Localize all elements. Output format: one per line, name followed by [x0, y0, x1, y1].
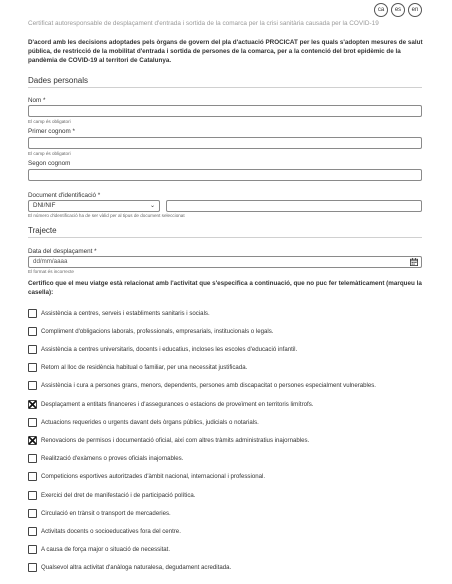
checkmark-x-icon: [28, 400, 37, 409]
activity-checkbox[interactable]: [28, 527, 37, 536]
document-type-select[interactable]: [28, 200, 160, 212]
activity-checkbox[interactable]: [28, 491, 37, 500]
activity-option[interactable]: [28, 417, 259, 427]
document-type-value: DNI/NIF: [33, 202, 56, 209]
checkmark-x-icon: [28, 436, 37, 445]
activity-option[interactable]: [28, 563, 231, 573]
document-label: Document d'identificació *: [28, 192, 101, 199]
activity-checkbox[interactable]: [28, 509, 37, 518]
language-es-button[interactable]: es: [391, 3, 405, 17]
activity-option[interactable]: [28, 435, 309, 445]
activity-checkbox[interactable]: [28, 363, 37, 372]
activity-option[interactable]: [28, 363, 247, 373]
section-title-trajecte: Trajecte: [28, 226, 57, 235]
activity-option-label: Competicions esportives autoritzades d'àmbit nacional, internacional i professional.: [41, 473, 266, 481]
activity-option-label: Assistència i cura a persones grans, menors, dependents, persones amb discapacitat o persones especialment vulnerables.: [41, 382, 377, 390]
intro-text: D'acord amb les decisions adoptades pels òrgans de govern del pla d'actuació PROCICAT per les quals s'adopten mesures de salut pública, de restricció de la mobilitat d'entrada i sortida de persones de la comarca, per a la contenció del brot epidèmic de la pandèmia de COVID-19 al territori de Catalunya.: [28, 39, 423, 64]
activity-option[interactable]: [28, 326, 274, 336]
activity-checkbox[interactable]: [28, 472, 37, 481]
activity-option-label: Retorn al lloc de residència habitual o familiar, per una necessitat justificada.: [41, 364, 248, 372]
activity-option[interactable]: [28, 344, 297, 354]
activity-checkbox[interactable]: [28, 327, 37, 336]
nom-label: Nom *: [28, 97, 46, 104]
activity-checkbox[interactable]: [28, 545, 37, 554]
segon-cognom-input[interactable]: [28, 169, 422, 181]
section-title-personal: Dades personals: [28, 76, 89, 85]
activity-option-label: Actuacions requerides o urgents davant dels òrgans públics, judicials o notarials.: [41, 418, 259, 426]
activity-option[interactable]: [28, 508, 171, 518]
activity-option-label: Qualsevol altra activitat d'anàloga naturalesa, degudament acreditada.: [41, 564, 232, 572]
calendar-icon[interactable]: [410, 258, 418, 266]
activity-checkbox[interactable]: [28, 563, 37, 572]
activity-option[interactable]: [28, 399, 313, 409]
activity-option[interactable]: [28, 454, 183, 464]
activity-option[interactable]: [28, 381, 376, 391]
date-hint: El format és incorrecte: [28, 269, 74, 274]
activity-option-label: Renovacions de permisos i documentació oficial, així com altres tràmits administratius inajornables.: [41, 436, 310, 444]
activity-checkbox[interactable]: [28, 418, 37, 427]
page-title: Certificat autoresponsable de desplaçament d'entrada i sortida de la comarca per la crisi sanitària causada per la COVID-19: [28, 20, 379, 27]
activity-checkbox[interactable]: [28, 309, 37, 318]
primer-cognom-hint: El camp és obligatori: [28, 151, 71, 156]
nom-hint: El camp és obligatori: [28, 119, 71, 124]
activity-option-label: Circulació en trànsit o transport de mercaderies.: [41, 509, 171, 517]
language-en-button[interactable]: en: [408, 3, 422, 17]
activity-option[interactable]: [28, 308, 210, 318]
activity-option-label: Desplaçament a entitats financeres i d'assegurances o estacions de proveïment en territoris limítrofs.: [41, 400, 314, 408]
section-divider: [28, 87, 422, 88]
nom-input[interactable]: [28, 105, 422, 117]
activity-option-label: Activitats docents o socioeducatives fora del centre.: [41, 527, 181, 535]
section-divider: [28, 237, 422, 238]
language-ca-button[interactable]: ca: [374, 3, 388, 17]
activity-option[interactable]: [28, 490, 195, 500]
activity-option-label: Realització d'exàmens o proves oficials inajornables.: [41, 455, 184, 463]
chevron-down-icon: ⌄: [149, 203, 155, 209]
activity-option-label: Assistència a centres, serveis i establiments sanitaris i socials.: [41, 309, 210, 317]
document-hint: El número d'identificació ha de ser vàlid per al tipus de document seleccionat: [28, 213, 185, 218]
primer-cognom-input[interactable]: [28, 137, 422, 149]
date-label: Data del desplaçament *: [28, 248, 97, 255]
activity-option-label: Assistència a centres universitaris, docents i educatius, incloses les escoles d'educació infantil.: [41, 345, 298, 353]
document-number-input[interactable]: [166, 200, 422, 212]
activity-option-label: Exercici del dret de manifestació i de participació política.: [41, 491, 196, 499]
activity-checkbox[interactable]: [28, 381, 37, 390]
activity-option[interactable]: [28, 526, 181, 536]
language-selector: [374, 3, 422, 17]
activity-checkbox[interactable]: [28, 454, 37, 463]
activity-option-label: Compliment d'obligacions laborals, professionals, empresarials, institucionals o legals.: [41, 327, 274, 335]
activity-checkbox[interactable]: [28, 345, 37, 354]
date-placeholder: dd/mm/aaaa: [33, 258, 68, 265]
activity-option[interactable]: [28, 472, 265, 482]
activity-question: Certifico que el meu viatge està relacionat amb l'activitat que s'especifica a continuació, que no puc fer telemàticament (marqueu la casella):: [28, 280, 422, 296]
activity-checkbox[interactable]: [28, 400, 37, 409]
date-input[interactable]: [28, 256, 422, 268]
activity-option[interactable]: [28, 545, 170, 555]
primer-cognom-label: Primer cognom *: [28, 128, 75, 135]
activity-option-label: A causa de força major o situació de necessitat.: [41, 546, 171, 554]
segon-cognom-label: Segon cognom: [28, 160, 71, 167]
activity-checkbox[interactable]: [28, 436, 37, 445]
